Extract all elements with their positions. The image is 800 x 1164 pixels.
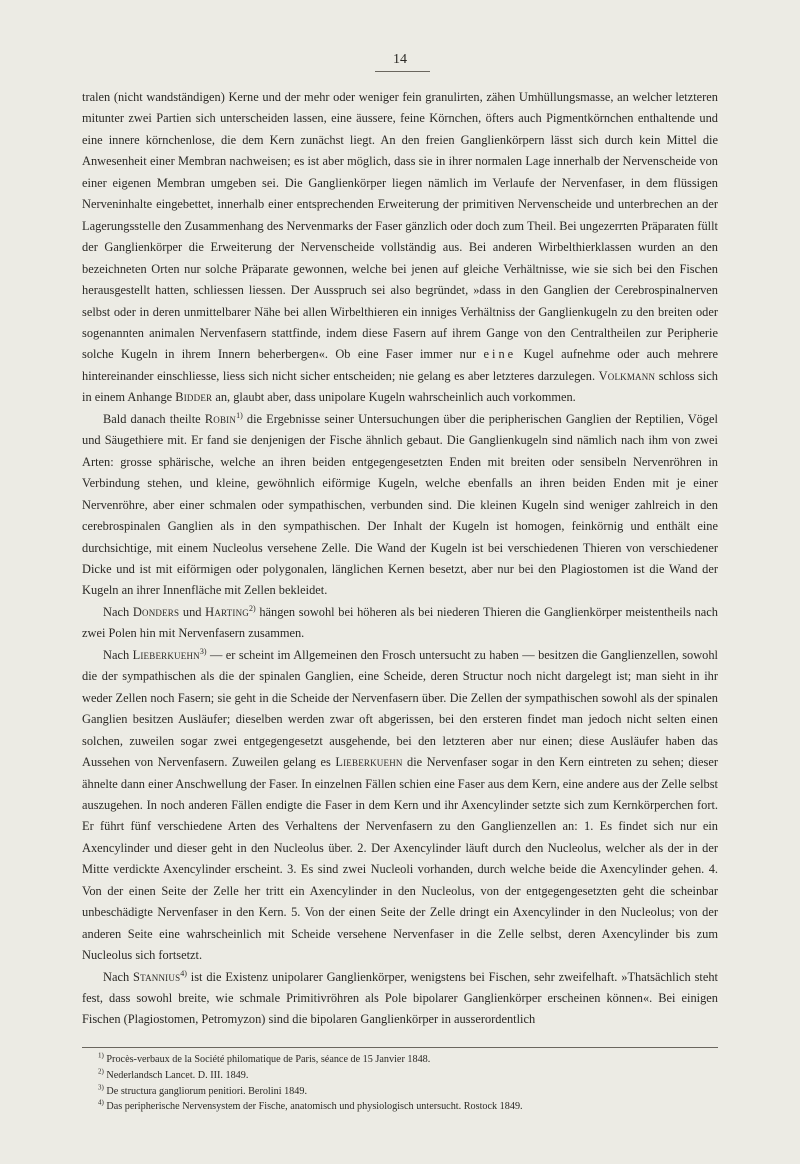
paragraph-4 bbox=[82, 645, 718, 967]
paragraph-1-text: tralen (nicht wandständigen) Kerne und der mehr oder weniger fein granulirten, zähen Umhüllungsmasse, an welcher letzteren mitunter zwei Partien sich unterscheiden lassen, eine äussere, feine Körnchen, öfters auch Pigmentkörnchen enthaltende und eine innere körnchenlose, die dem Kern zunächst liegt. An den freien Ganglienkörpern lässt sich durch kein Mittel die Anwesenheit einer Membran nachweisen; es ist aber möglich, dass sie in ihrer normalen Lage innerhalb der Nervenscheide von einer eigenen Membran umgeben sei. Die Ganglienkörper liegen nämlich im Verlaufe der Nervenfaser, in dem flüssigen Nerveninhalte eingebettet, innerhalb einer entsprechenden Erweiterung der primitiven Nervenscheide und unterbrechen an der Lagerungsstelle den Zusammenhang des Nervenmarks der Faser gänzlich oder doch zum Theil. Bei ungezerrten Präparaten füllt der Ganglienkörper die Erweiterung der Nervenscheide vollständig aus. Bei anderen Wirbelthierklassen wurden an den bezeichneten Orten nur solche Präparate gewonnen, welche bei jenen auf gleiche Verhältnisse, wie sie sich bei den Fischen herausgestellt hatten, schliessen liessen. Der Ausspruch sei also begründet, »dass in den Ganglien der Cerebrospinalnerven selbst oder in deren unmittelbarer Nähe bei allen Wirbelthieren ein inniges Verhältniss der Ganglienkugeln zu den breiten oder sogenannten animalen Nervenfasern stattfinde, indem diese Fasern auf ihrem Gange von den Centraltheilen zur Peripherie solche Kugeln in ihrem Innern beherbergen«. Ob eine Faser immer nur bbox=[82, 90, 718, 362]
author-stannius: Stannius bbox=[133, 969, 181, 984]
footnote-number: 1) bbox=[98, 1051, 104, 1060]
paragraph-5-text: ist die Existenz unipolarer Ganglienkörper, wenigstens bei Fischen, sehr zweifelhaft. »Thatsächlich steht fest, dass sowohl breite, wie schmale Primitivröhren als Pole bipolarer Ganglienkörper erscheinen können«. Bei einigen Fischen (Plagiostomen, Petromyzon) sind die bipolaren Ganglienkörper in ausserordentlich bbox=[82, 969, 718, 1027]
footnote-4 bbox=[98, 1099, 718, 1115]
paragraph-2 bbox=[82, 409, 718, 602]
paragraph-3-and: und bbox=[182, 604, 202, 619]
footnote-text: De structura gangliorum penitiori. Berolini 1849. bbox=[106, 1085, 307, 1097]
paragraph-1 bbox=[82, 87, 718, 409]
footnote-ref-2: 2) bbox=[248, 603, 256, 613]
footnote-ref-1: 1) bbox=[236, 410, 243, 420]
body-text bbox=[82, 87, 718, 1031]
footnote-number: 3) bbox=[98, 1083, 104, 1092]
author-lieberkuehn-2: Lieberkuehn bbox=[335, 755, 403, 770]
footnote-ref-3: 3) bbox=[199, 646, 207, 656]
author-volkmann: Volkmann bbox=[598, 368, 656, 383]
paragraph-3-text: hängen sowohl bei höheren als bei niederen Thieren die Ganglienkörper meistentheils nach zwei Polen hin mit Nervenfasern zusammen. bbox=[82, 604, 718, 641]
page-number: 14 bbox=[393, 52, 407, 67]
page-number-rule bbox=[375, 71, 430, 72]
paragraph-3 bbox=[82, 602, 718, 645]
footnote-number: 4) bbox=[98, 1099, 104, 1107]
paragraph-4-text-1: — er scheint im Allgemeinen den Frosch untersucht zu haben — besitzen die Ganglienzellen, sowohl die der sympathischen als die der spinalen Ganglien, eine Scheide, deren Structur noch nicht dargelegt ist; man sieht in ihr weder Zellen noch Fasern; sie geht in die Scheide der Nervenfasern über. Die Zellen der sympathischen sowohl als der spinalen Ganglien besitzen Ausläufer; dieselben werden zwar oft abgerissen, bei den ersteren findet man jedoch nicht selten einen solchen, zuweilen sogar zwei entgegengesetzt ausgehende, bei den letzteren aber nur einen; diese Ausläufer haben das Aussehen von Nervenfasern. Zuweilen gelang es bbox=[82, 647, 718, 770]
footnote-ref-4: 4) bbox=[180, 968, 187, 978]
paragraph-2-text: die Ergebnisse seiner Untersuchungen über die peripherischen Ganglien der Reptilien, Vögel und Säugethiere mit. Er fand sie denjenigen der Fische ähnlich gebaut. Die Ganglienkugeln sind nämlich nach ihm von zwei Arten: grosse sphärische, welche an ihren beiden entgegengesetzten Enden mit breiten oder sensibeln Nervenröhren in Verbindung stehen, und kleine, gewöhnlich eiförmige Kugeln, welche ebenfalls an ihren beiden Enden mit je einer Nervenröhre, aber einer schmalen oder sympathischen, verbunden sind. Die kleinen Kugeln sind weniger zahlreich in den cerebrospinalen Ganglien als in den sympathischen. Der Inhalt der Kugeln ist homogen, feinkörnig und enthält eine durchsichtige, mit einem Nucleolus versehene Zelle. Die Wand der Kugeln ist bei verschiedenen Thieren von verschiedener Dicke und ist mit eiförmigen oder polygonalen, länglichen Kernen besetzt, aber nur bei den Plagiostomen ist die Wand der Kugeln an ihrer Innenfläche mit Zellen bekleidet. bbox=[82, 411, 718, 598]
footnote-text: Das peripherische Nervensystem der Fische, anatomisch und physiologisch untersucht. Rostock 1849. bbox=[106, 1101, 523, 1113]
paragraph-2-start: Bald danach theilte bbox=[103, 411, 201, 426]
footnote-text: Procès-verbaux de la Société philomatique de Paris, séance de 15 Janvier 1848. bbox=[106, 1054, 431, 1065]
paragraph-1-mid: Kugel aufnehme oder auch mehrere hintereinander einschliesse, liess sich nicht sicher entscheiden; nie gelang es aber letzteres darzulegen. bbox=[82, 347, 718, 383]
footnote-2 bbox=[98, 1068, 718, 1084]
paragraph-5 bbox=[82, 967, 718, 1031]
footnotes bbox=[98, 1052, 718, 1115]
author-lieberkuehn: Lieberkuehn bbox=[132, 647, 200, 662]
emphasis-eine: eine bbox=[483, 347, 517, 362]
author-robin: Robin bbox=[204, 411, 237, 426]
footnote-text: Nederlandsch Lancet. D. III. 1849. bbox=[106, 1069, 249, 1081]
paragraph-4-start: Nach bbox=[103, 647, 130, 662]
paragraph-5-start: Nach bbox=[103, 969, 130, 984]
footnote-rule bbox=[82, 1047, 718, 1048]
paragraph-4-text-2: die Nervenfaser sogar in den Kern eintreten zu sehen; dieser ähnelte dann einer Anschwellung der Faser. In einzelnen Fällen schien eine Faser aus dem Kern, eine andere aus der Zelle selbst auszugehen. In noch anderen Fällen endigte die Faser in dem Kern und ihr Axencylinder setzte sich zum Kernkörperchen fort. Er führt fünf verschiedene Arten des Verhaltens der Nervenfasern zu den Ganglienzellen an: 1. Es findet sich nur ein Axencylinder und dieser geht in den Nucleolus über. 2. Der Axencylinder läuft durch den Nucleolus, welcher als der in der Mitte verdickte Axencylinder erscheint. 3. Es sind zwei Nucleoli vorhanden, durch welche beide die Axencylinder gehen. 4. Von der einen Seite der Zelle her tritt ein Axencylinder in den Nucleolus, von der entgegengesetzten geht die scheinbar unbeschädigte Nervenfaser in den Kern. 5. Von der einen Seite der Zelle dringt ein Axencylinder in den Nucleolus; von der anderen Seite eine wahrscheinlich mit Scheide versehene Nervenfaser in die Zelle selbst, deren Axencylinder bis zum Nucleolus sich fortsetzt. bbox=[82, 755, 718, 963]
author-donders: Donders bbox=[132, 604, 180, 619]
author-harting: Harting bbox=[205, 604, 249, 619]
paragraph-1-mid2: schloss sich in einem Anhange bbox=[82, 368, 718, 405]
footnote-number: 2) bbox=[98, 1067, 104, 1076]
author-bidder: Bidder bbox=[175, 390, 213, 405]
paragraph-1-end: an, glaubt aber, dass unipolare Kugeln wahrscheinlich auch vorkommen. bbox=[215, 390, 576, 405]
footnote-1 bbox=[98, 1052, 718, 1068]
paragraph-3-start: Nach bbox=[103, 604, 130, 619]
footnote-3 bbox=[98, 1084, 718, 1100]
